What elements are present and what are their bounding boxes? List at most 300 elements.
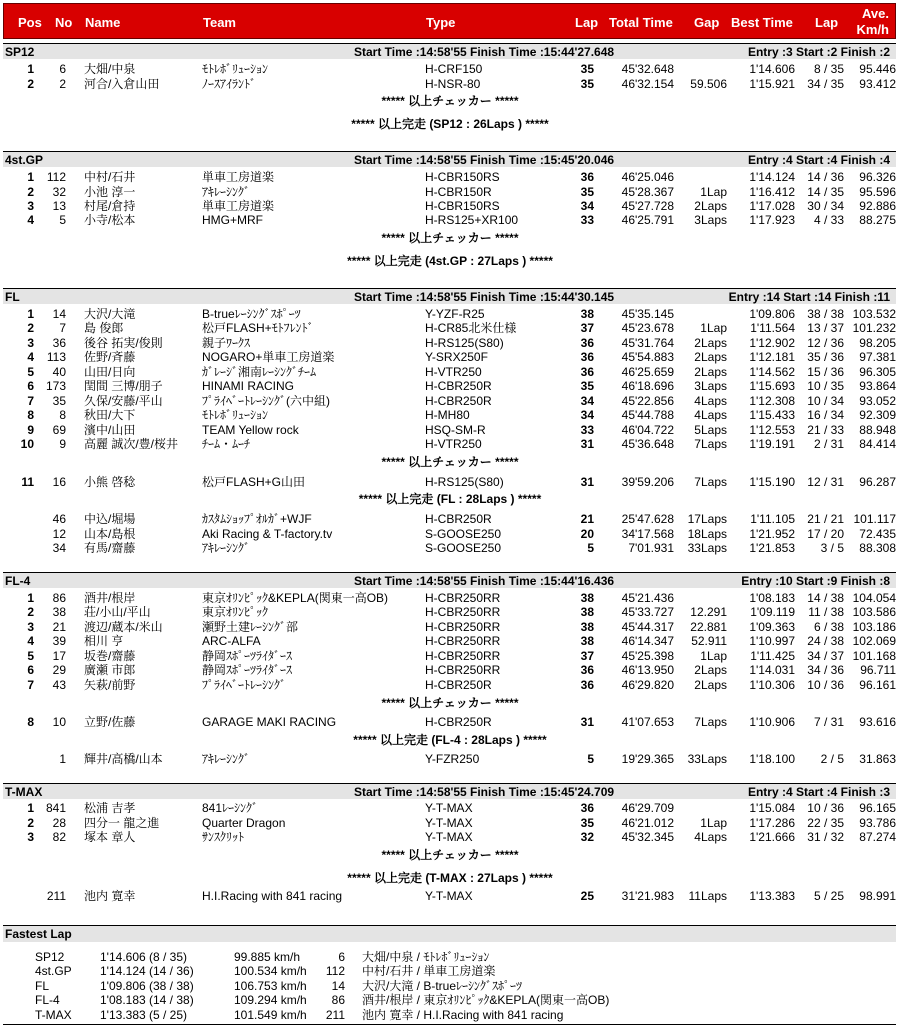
cell-pos: 6	[27, 379, 34, 393]
cell-best-lap: 34 / 37	[807, 649, 844, 663]
col-pos: Pos	[18, 15, 42, 30]
cell-average-speed: 101.168	[852, 649, 896, 663]
cell-laps: 35	[580, 77, 594, 91]
cell-pos: 3	[27, 830, 34, 844]
cell-average-speed: 103.586	[852, 605, 896, 619]
cell-gap: 52.911	[691, 634, 727, 648]
class-timing: Start Time :14:58'55 Finish Time :15:44'30.145	[354, 290, 615, 304]
result-row	[0, 816, 900, 831]
cell-rider-name: 池内 寛幸	[84, 889, 136, 903]
cell-average-speed: 102.069	[852, 634, 896, 648]
result-row	[0, 512, 900, 527]
cell-laps: 37	[580, 649, 594, 663]
cell-team: HMG+MRF	[202, 213, 263, 227]
class-entry-counts: Entry :3 Start :2 Finish :2	[747, 45, 890, 59]
fastest-rider-team: 池内 寛幸 / H.I.Racing with 841 racing	[362, 1008, 564, 1022]
fastest-lap-row	[0, 993, 900, 1007]
fastest-rider-team: 大畑/中泉 / ﾓﾄﾚﾎﾞﾘｭｰｼｮﾝ	[362, 950, 490, 964]
cell-best-lap: 4 / 33	[813, 213, 844, 227]
cell-number: 86	[52, 591, 66, 605]
cell-pos: 8	[27, 408, 34, 422]
cell-gap: 33Laps	[687, 752, 727, 766]
fastest-lap-row	[0, 950, 900, 964]
class-entry-counts: Entry :14 Start :14 Finish :11	[728, 290, 890, 304]
cell-rider-name: 塚本 章人	[84, 830, 136, 844]
cell-pos: 4	[27, 350, 34, 364]
cell-rider-name: 中村/石井	[84, 170, 136, 184]
cell-machine-type: Y-T-MAX	[425, 801, 473, 815]
checker-note: ***** 以上完走 (FL-4 : 28Laps ) *****	[353, 733, 547, 747]
class-bar	[3, 151, 896, 167]
cell-best-time: 1'09.806	[749, 307, 795, 321]
cell-pos: 2	[27, 605, 34, 619]
col-best-lap: Lap	[815, 15, 839, 30]
cell-rider-name: 荘/小山/平山	[84, 605, 151, 619]
cell-best-time: 1'11.425	[750, 649, 795, 663]
cell-average-speed: 93.412	[859, 77, 896, 91]
cell-gap: 1Lap	[700, 649, 727, 663]
cell-machine-type: Y-T-MAX	[425, 816, 473, 830]
cell-number: 10	[52, 715, 66, 729]
cell-gap: 4Laps	[694, 408, 727, 422]
cell-rider-name: 廣瀬 市郎	[84, 663, 136, 677]
cell-best-time: 1'18.100	[749, 752, 795, 766]
cell-best-lap: 12 / 31	[807, 475, 844, 489]
cell-average-speed: 93.864	[859, 379, 896, 393]
cell-average-speed: 87.274	[859, 830, 896, 844]
cell-team: 単車工房道楽	[202, 199, 275, 213]
cell-best-lap: 21 / 21	[807, 512, 844, 526]
cell-gap: 7Laps	[694, 437, 727, 451]
cell-laps: 38	[580, 620, 594, 634]
cell-rider-name: 久保/安藤/平山	[84, 394, 163, 408]
cell-best-time: 1'12.902	[749, 336, 795, 350]
cell-machine-type: H-CBR250R	[425, 715, 492, 729]
cell-machine-type: H-CBR250RR	[425, 605, 501, 619]
cell-pos: 3	[27, 336, 34, 350]
cell-total-time: 39'59.206	[621, 475, 674, 489]
cell-total-time: 45'44.317	[621, 620, 674, 634]
cell-laps: 21	[580, 512, 594, 526]
checker-note: ***** 以上チェッカー *****	[381, 455, 519, 469]
cell-gap: 4Laps	[694, 394, 727, 408]
cell-rider-name: 高麗 誠次/豊/桜井	[84, 437, 179, 451]
cell-rider-name: 有馬/齋藤	[84, 541, 136, 555]
cell-average-speed: 95.446	[859, 62, 896, 76]
fastest-number: 112	[325, 964, 345, 978]
col-gap: Gap	[694, 15, 720, 30]
cell-machine-type: H-MH80	[425, 408, 470, 422]
cell-rider-name: 後谷 拓実/俊則	[84, 336, 163, 350]
cell-total-time: 45'22.856	[621, 394, 674, 408]
cell-best-lap: 11 / 38	[808, 605, 844, 619]
cell-best-lap: 10 / 36	[807, 801, 844, 815]
fastest-lap-title: Fastest Lap	[5, 927, 72, 941]
cell-best-time: 1'14.124	[749, 170, 795, 184]
cell-average-speed: 84.414	[859, 437, 896, 451]
cell-team: 静岡ｽﾎﾟｰﾂﾗｲﾀﾞｰｽ	[202, 663, 293, 677]
cell-total-time: 46'04.722	[621, 423, 674, 437]
cell-laps: 33	[580, 213, 594, 227]
cell-pos: 2	[27, 185, 34, 199]
col-total-time: Total Time	[609, 15, 673, 30]
cell-total-time: 45'32.345	[621, 830, 674, 844]
cell-pos: 1	[27, 307, 34, 321]
cell-best-time: 1'09.119	[750, 605, 795, 619]
checker-note: ***** 以上完走 (FL : 28Laps ) *****	[358, 492, 542, 506]
cell-gap: 12.291	[690, 605, 727, 619]
cell-team: 親子ﾜｰｸｽ	[202, 336, 251, 350]
cell-machine-type: H-CBR250RR	[425, 663, 501, 677]
fastest-number: 211	[325, 1008, 345, 1022]
result-row	[0, 591, 900, 606]
result-row	[0, 830, 900, 845]
fastest-class: 4st.GP	[35, 964, 72, 978]
cell-laps: 36	[580, 801, 594, 815]
result-row	[0, 423, 900, 438]
cell-team: H.I.Racing with 841 racing	[202, 889, 343, 903]
cell-machine-type: H-VTR250	[425, 437, 482, 451]
cell-machine-type: H-CBR150R	[425, 185, 492, 199]
cell-team: ｱｷﾚｰｼﾝｸﾞ	[202, 185, 251, 199]
cell-team: ARC-ALFA	[202, 634, 261, 648]
result-row	[0, 620, 900, 635]
cell-gap: 7Laps	[694, 715, 727, 729]
cell-number: 16	[52, 475, 66, 489]
cell-laps: 36	[580, 663, 594, 677]
cell-average-speed: 88.948	[859, 423, 896, 437]
cell-average-speed: 92.309	[859, 408, 896, 422]
result-row	[0, 437, 900, 452]
cell-gap: 1Lap	[700, 816, 727, 830]
cell-pos: 4	[27, 634, 34, 648]
cell-machine-type: H-CBR250R	[425, 678, 492, 692]
cell-best-lap: 10 / 35	[807, 379, 844, 393]
cell-average-speed: 104.054	[852, 591, 896, 605]
class-bar	[3, 43, 896, 59]
cell-number: 39	[52, 634, 66, 648]
cell-best-lap: 35 / 36	[807, 350, 844, 364]
cell-pos: 2	[27, 77, 34, 91]
cell-pos: 8	[27, 715, 34, 729]
result-row	[0, 379, 900, 394]
fastest-number: 14	[331, 979, 345, 993]
result-row	[0, 663, 900, 678]
fastest-lap-row	[0, 964, 900, 978]
cell-laps: 34	[580, 408, 594, 422]
result-row	[0, 475, 900, 490]
cell-average-speed: 96.161	[859, 678, 896, 692]
cell-average-speed: 103.186	[852, 620, 896, 634]
cell-rider-name: 山田/日向	[84, 365, 136, 379]
cell-laps: 38	[580, 591, 594, 605]
cell-machine-type: Y-FZR250	[425, 752, 480, 766]
cell-average-speed: 97.381	[859, 350, 896, 364]
cell-pos: 3	[27, 620, 34, 634]
cell-average-speed: 93.052	[859, 394, 896, 408]
cell-laps: 34	[580, 394, 594, 408]
cell-machine-type: Y-T-MAX	[425, 830, 473, 844]
cell-pos: 2	[27, 321, 34, 335]
col-name: Name	[85, 15, 121, 30]
cell-pos: 3	[27, 199, 34, 213]
cell-total-time: 45'25.398	[621, 649, 674, 663]
result-row	[0, 350, 900, 365]
cell-total-time: 46'18.696	[621, 379, 674, 393]
cell-machine-type: H-NSR-80	[425, 77, 481, 91]
cell-laps: 31	[580, 715, 594, 729]
cell-team: ﾌﾟﾗｲﾍﾞｰﾄﾚｰｼﾝｸﾞ	[202, 678, 287, 692]
cell-machine-type: H-CRF150	[425, 62, 483, 76]
class-timing: Start Time :14:58'55 Finish Time :15:44'16.436	[354, 574, 615, 588]
column-header-bar	[3, 3, 896, 39]
fastest-speed: 109.294 km/h	[234, 993, 307, 1007]
cell-machine-type: H-CR85北米仕様	[425, 321, 517, 335]
cell-laps: 35	[580, 185, 594, 199]
cell-number: 8	[59, 408, 66, 422]
fastest-time: 1'09.806 (38 / 38)	[100, 979, 194, 993]
cell-best-lap: 3 / 5	[820, 541, 844, 555]
cell-number: 36	[52, 336, 66, 350]
cell-machine-type: H-CBR250RR	[425, 649, 501, 663]
cell-laps: 38	[580, 307, 594, 321]
cell-team: Quarter Dragon	[202, 816, 286, 830]
cell-gap: 2Laps	[694, 336, 727, 350]
cell-total-time: 19'29.365	[621, 752, 674, 766]
cell-best-lap: 34 / 35	[807, 77, 844, 91]
checker-note: ***** 以上チェッカー *****	[381, 848, 519, 862]
class-timing: Start Time :14:58'55 Finish Time :15:44'27.648	[354, 45, 615, 59]
result-row	[0, 336, 900, 351]
cell-best-lap: 2 / 31	[813, 437, 844, 451]
cell-rider-name: 輝井/高橋/山本	[84, 752, 163, 766]
cell-team: 841ﾚｰｼﾝｸﾞ	[202, 801, 259, 815]
cell-laps: 36	[580, 365, 594, 379]
cell-rider-name: 小寺/松本	[84, 213, 136, 227]
cell-team: 単車工房道楽	[202, 170, 275, 184]
cell-total-time: 46'32.154	[621, 77, 674, 91]
result-row	[0, 801, 900, 816]
cell-pos: 7	[27, 678, 34, 692]
result-row	[0, 752, 900, 767]
cell-team: ﾌﾟﾗｲﾍﾞｰﾄﾚｰｼﾝｸﾞ(六中組)	[202, 394, 330, 408]
cell-team: ｶﾞﾚｰｼﾞ湘南ﾚｰｼﾝｸﾞﾁｰﾑ	[202, 365, 317, 379]
cell-number: 5	[59, 213, 66, 227]
fastest-number: 86	[331, 993, 345, 1007]
fastest-class: FL	[35, 979, 50, 993]
cell-best-lap: 22 / 35	[807, 816, 844, 830]
checker-note: ***** 以上完走 (4st.GP : 27Laps ) *****	[347, 254, 553, 268]
result-row	[0, 715, 900, 730]
cell-gap: 5Laps	[694, 423, 727, 437]
cell-total-time: 45'32.648	[621, 62, 674, 76]
cell-rider-name: 矢萩/前野	[84, 678, 136, 692]
cell-number: 9	[59, 437, 66, 451]
col-lap: Lap	[575, 15, 599, 30]
cell-gap: 17Laps	[687, 512, 727, 526]
cell-rider-name: 四分一 龍之進	[84, 816, 160, 830]
result-row	[0, 678, 900, 693]
cell-laps: 5	[587, 541, 594, 555]
col-team: Team	[203, 15, 236, 30]
cell-number: 14	[52, 307, 66, 321]
cell-rider-name: 大畑/中泉	[84, 62, 136, 76]
checker-note: ***** 以上チェッカー *****	[381, 696, 519, 710]
cell-number: 69	[52, 423, 66, 437]
cell-total-time: 46'29.820	[621, 678, 674, 692]
cell-rider-name: 酒井/根岸	[84, 591, 136, 605]
cell-best-time: 1'21.666	[749, 830, 795, 844]
cell-rider-name: 小池 淳一	[84, 185, 136, 199]
result-row	[0, 889, 900, 904]
cell-average-speed: 96.305	[859, 365, 896, 379]
cell-number: 841	[45, 801, 66, 815]
cell-number: 6	[59, 62, 66, 76]
fastest-class: SP12	[35, 950, 65, 964]
cell-best-time: 1'17.028	[749, 199, 795, 213]
cell-number: 29	[52, 663, 66, 677]
cell-rider-name: 坂巻/齋藤	[84, 649, 136, 663]
cell-number: 28	[52, 816, 66, 830]
cell-laps: 5	[587, 752, 594, 766]
cell-laps: 38	[580, 634, 594, 648]
cell-best-time: 1'11.564	[750, 321, 795, 335]
cell-best-lap: 21 / 33	[807, 423, 844, 437]
cell-number: 34	[52, 541, 66, 555]
cell-total-time: 46'25.791	[621, 213, 674, 227]
cell-rider-name: 秋田/大下	[84, 408, 136, 422]
cell-team: Aki Racing & T-factory.tv	[202, 527, 333, 541]
cell-best-time: 1'12.308	[749, 394, 795, 408]
cell-average-speed: 93.786	[859, 816, 896, 830]
fastest-time: 1'13.383 (5 / 25)	[100, 1008, 188, 1022]
cell-machine-type: H-CBR150RS	[425, 199, 500, 213]
cell-pos: 5	[27, 365, 34, 379]
cell-number: 35	[52, 394, 66, 408]
cell-best-lap: 16 / 34	[807, 408, 844, 422]
cell-number: 113	[46, 350, 66, 364]
cell-number: 21	[52, 620, 66, 634]
fastest-speed: 101.549 km/h	[234, 1008, 307, 1022]
cell-best-time: 1'08.183	[749, 591, 795, 605]
result-row	[0, 199, 900, 214]
cell-number: 38	[52, 605, 66, 619]
fastest-speed: 100.534 km/h	[234, 964, 307, 978]
cell-total-time: 7'01.931	[628, 541, 674, 555]
cell-laps: 20	[580, 527, 594, 541]
cell-average-speed: 96.326	[859, 170, 896, 184]
checker-note: ***** 以上チェッカー *****	[381, 231, 519, 245]
cell-rider-name: 河合/入倉山田	[84, 77, 160, 91]
result-row	[0, 170, 900, 185]
cell-team: ﾓﾄﾚﾎﾞﾘｭｰｼｮﾝ	[202, 408, 269, 422]
cell-best-time: 1'12.553	[749, 423, 795, 437]
cell-best-time: 1'10.306	[749, 678, 795, 692]
cell-gap: 2Laps	[694, 663, 727, 677]
cell-best-lap: 14 / 35	[807, 185, 844, 199]
cell-number: 7	[59, 321, 66, 335]
cell-gap: 3Laps	[694, 379, 727, 393]
cell-team: ｻﾝｽｸﾘｯﾄ	[202, 830, 245, 844]
result-row	[0, 365, 900, 380]
col-type: Type	[426, 15, 456, 30]
result-row	[0, 394, 900, 409]
cell-team: 松戸FLASH+G山田	[202, 475, 306, 489]
fastest-rider-team: 酒井/根岸 / 東京ｵﾘﾝﾋﾟｯｸ&KEPLA(関東一高OB)	[362, 993, 610, 1007]
cell-machine-type: H-CBR150RS	[425, 170, 500, 184]
cell-best-lap: 6 / 38	[813, 620, 844, 634]
cell-laps: 33	[580, 423, 594, 437]
cell-number: 82	[52, 830, 66, 844]
cell-best-time: 1'15.693	[749, 379, 795, 393]
fastest-rider-team: 大沢/大滝 / B-trueﾚｰｼﾝｸﾞｽﾎﾟｰﾂ	[362, 979, 523, 993]
cell-total-time: 45'28.367	[621, 185, 674, 199]
result-row	[0, 408, 900, 423]
cell-total-time: 45'35.145	[621, 307, 674, 321]
cell-total-time: 45'23.678	[621, 321, 674, 335]
cell-pos: 7	[27, 394, 34, 408]
cell-total-time: 46'25.659	[621, 365, 674, 379]
cell-rider-name: 松浦 吉孝	[84, 801, 136, 815]
cell-number: 46	[52, 512, 66, 526]
cell-best-lap: 14 / 38	[807, 591, 844, 605]
cell-machine-type: H-RS125(S80)	[425, 336, 504, 350]
cell-team: 静岡ｽﾎﾟｰﾂﾗｲﾀﾞｰｽ	[202, 649, 293, 663]
cell-team: 瀬野土建ﾚｰｼﾝｸﾞ部	[202, 620, 299, 634]
cell-average-speed: 93.616	[859, 715, 896, 729]
cell-laps: 32	[580, 830, 594, 844]
result-row	[0, 307, 900, 322]
cell-number: 1	[59, 752, 66, 766]
class-entry-counts: Entry :10 Start :9 Finish :8	[741, 574, 890, 588]
cell-team: B-trueﾚｰｼﾝｸﾞｽﾎﾟｰﾂ	[202, 307, 301, 321]
result-row	[0, 541, 900, 556]
result-row	[0, 185, 900, 200]
fastest-number: 6	[338, 950, 345, 964]
result-row	[0, 77, 900, 92]
cell-best-time: 1'21.853	[749, 541, 795, 555]
cell-machine-type: Y-T-MAX	[425, 889, 473, 903]
result-row	[0, 527, 900, 542]
col-ave: Ave. Km/h	[856, 6, 889, 37]
cell-best-lap: 8 / 35	[813, 62, 844, 76]
class-bar	[3, 783, 896, 799]
cell-average-speed: 88.308	[859, 541, 896, 555]
cell-best-time: 1'17.286	[749, 816, 795, 830]
cell-rider-name: 渡辺/蔵本/米山	[84, 620, 163, 634]
class-timing: Start Time :14:58'55 Finish Time :15:45'24.709	[354, 785, 615, 799]
cell-machine-type: H-CBR250R	[425, 512, 492, 526]
cell-best-time: 1'13.383	[749, 889, 795, 903]
result-row	[0, 62, 900, 77]
cell-laps: 31	[580, 437, 594, 451]
cell-machine-type: H-RS125(S80)	[425, 475, 504, 489]
fastest-time: 1'08.183 (14 / 38)	[100, 993, 194, 1007]
cell-total-time: 34'17.568	[621, 527, 674, 541]
cell-team: HINAMI RACING	[202, 379, 295, 393]
checker-note: ***** 以上完走 (SP12 : 26Laps ) *****	[351, 117, 549, 131]
cell-total-time: 46'29.709	[621, 801, 674, 815]
cell-machine-type: H-CBR250RR	[425, 591, 501, 605]
cell-total-time: 41'07.653	[621, 715, 674, 729]
class-entry-counts: Entry :4 Start :4 Finish :4	[747, 153, 890, 167]
cell-number: 2	[59, 77, 66, 91]
fastest-lap-title-bar	[3, 925, 896, 942]
cell-number: 112	[46, 170, 66, 184]
cell-total-time: 45'33.727	[621, 605, 674, 619]
cell-total-time: 46'14.347	[621, 634, 674, 648]
cell-best-lap: 14 / 36	[807, 170, 844, 184]
